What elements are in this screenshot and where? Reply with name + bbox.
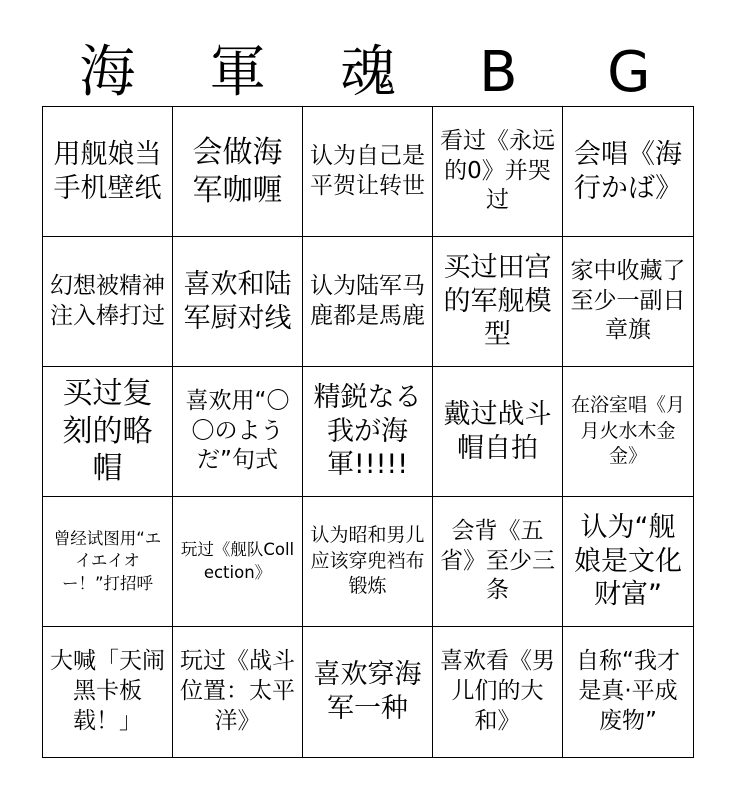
bingo-cell: 认为陆军马鹿都是馬鹿 [303,237,433,367]
bingo-cell: 买过复刻的略帽 [43,367,173,497]
bingo-cell: 认为自己是平贺让转世 [303,107,433,237]
bingo-cell: 看过《永远的0》并哭过 [433,107,563,237]
bingo-cell: 精鋭なる我が海軍!!!!! [303,367,433,497]
bingo-cell: 喜欢和陆军厨对线 [173,237,303,367]
bingo-cell: 会唱《海行かば》 [563,107,693,237]
bingo-cell: 喜欢用“〇〇のようだ”句式 [173,367,303,497]
bingo-cell: 认为昭和男儿应该穿兜裆布锻炼 [303,497,433,627]
bingo-board [42,106,694,758]
bingo-header [42,40,694,106]
bingo-cell: 认为“舰娘是文化财富” [563,497,693,627]
bingo-cell: 买过田宫的军舰模型 [433,237,563,367]
bingo-cell: 家中收藏了至少一副日章旗 [563,237,693,367]
header-letter: 軍 [209,40,266,105]
bingo-cell: 玩过《战斗位置：太平洋》 [173,627,303,757]
header-letter: G [607,40,651,105]
bingo-cell: 自称“我才是真·平成废物” [576,648,680,734]
header-letter: 魂 [339,40,396,105]
header-letter: B [479,40,518,105]
bingo-cell: 戴过战斗帽自拍 [433,367,563,497]
bingo-cell: 喜欢看《男儿们的大和》 [433,627,563,757]
bingo-cell: 在浴室唱《月月火水木金金》 [563,367,693,497]
bingo-cell: 玩过《舰队Collection》 [173,497,303,627]
bingo-cell: 会背《五省》至少三条 [433,497,563,627]
bingo-cell: 曾经试图用“エイエイオー！”打招呼 [43,497,173,627]
bingo-cell: 会做海军咖喱 [173,107,303,237]
header-letter: 海 [79,40,136,105]
bingo-cell: 喜欢穿海军一种 [303,627,433,757]
bingo-cell: 幻想被精神注入棒打过 [43,237,173,367]
bingo-cell: 大喊「天闹黑卡板载！」 [43,627,173,757]
bingo-cell: 用舰娘当手机壁纸 [43,107,173,237]
